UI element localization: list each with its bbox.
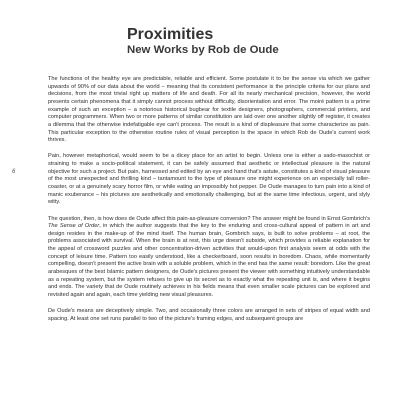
paragraph-2: Pain, however metaphorical, would seem to be a dicey place for an artist to begin. Unless one is either a sado-masochist or straining to make a socio-political statement, it can be safely assumed that aesthetic or intellectual pleasure is the natural objective for such a project. But pain, harnessed and edited by an eye and hand that's astute, constitutes a kind of visual pleasure of the most unexpected and thrilling kind – tantamount to the type of pleasure one might experience on an especially tall roller-coaster, or at a genuinely scary horror film, or while eating an impossibly hot pepper. De Oude manages to turn pain into a kind of manic exuberance – his pictures are aesthetically and emotionally challenging, but at the same time infectious, urgent, and slyly witty. (48, 153, 370, 206)
paragraph-4: De Oude's means are deceptively simple. Two, and occasionally three colors are arranged in sets of stripes of equal width and spacing. At least one set runs parallel to two of the picture's framing edges, and subsequent groups are (48, 308, 370, 322)
page-number: 6 (12, 169, 16, 175)
paragraph-3 (48, 216, 370, 300)
paragraph-3-rest: , in which the author suggests that the key to the enduring and cross-cultural appeal of pattern in art and design resides in the make-up of the mind itself. The human brain, Gombrich says, is built to solve problems – at root, the problems associated with survival. When the brain is at rest, this urge doesn't subside, which provides a reliable explanation for the appeal of crossword puzzles and other concentration-driven activities that would-upon first analysis seem at odds with the concept of leisure time. Pattern too easily understood, like a checkerboard, soon results in boredom. Chaos, while momentarily compelling, doesn't present the active brain with a soluble problem, which in the end has the same result: boredom. Like the great arabesques of the best Islamic pattern designers, de Oude's pictures present the viewer with something intuitively understandable as a repeating system, but the system refuses to give up its secret as to exactly what the repeating unit is, and where it begins and ends. The variety that de Oude routinely achieves in his fields means that even smaller scale pictures can be explored and revisited again and again, each time yielding new visual pleasures. (48, 223, 370, 299)
book-title: The Sense of Order (48, 223, 100, 230)
paragraph-1: The functions of the healthy eye are predictable, reliable and efficient. Some postulate it to be the sense via which we gather upwards of 90% of our data about the world – meaning that its consistent performance is the principle criteria for our plans and decisions, from the most trivial right up matters of life and death. For all its nearly mechanical precision, however, the world presents certain phenomena that it simply cannot process without difficulty, disorientation and error. The moiré pattern is a prime example of such an exception – a notorious historical bugbear for textile designers, photographers, commercial printers, and computer programmers. When two or more patterns of similar constitution are laid over one another slightly off register, it creates a dilemma that the otherwise indefatigable eye can't process. The result is a kind of displeasure that some characterize as pain. This particular exception to the otherwise routine rules of visual perception is the space in which Rob de Oude's current work thrives. (48, 76, 370, 144)
essay-body (48, 76, 370, 332)
page-title: Proximities (127, 26, 214, 43)
paragraph-3-intro: The question, then, is how does de Oude affect this pain-as-pleasure conversion? The answer might be found in Ernst Gombrich's (48, 215, 370, 222)
page-subtitle: New Works by Rob de Oude (127, 44, 279, 56)
page-header (127, 26, 377, 57)
